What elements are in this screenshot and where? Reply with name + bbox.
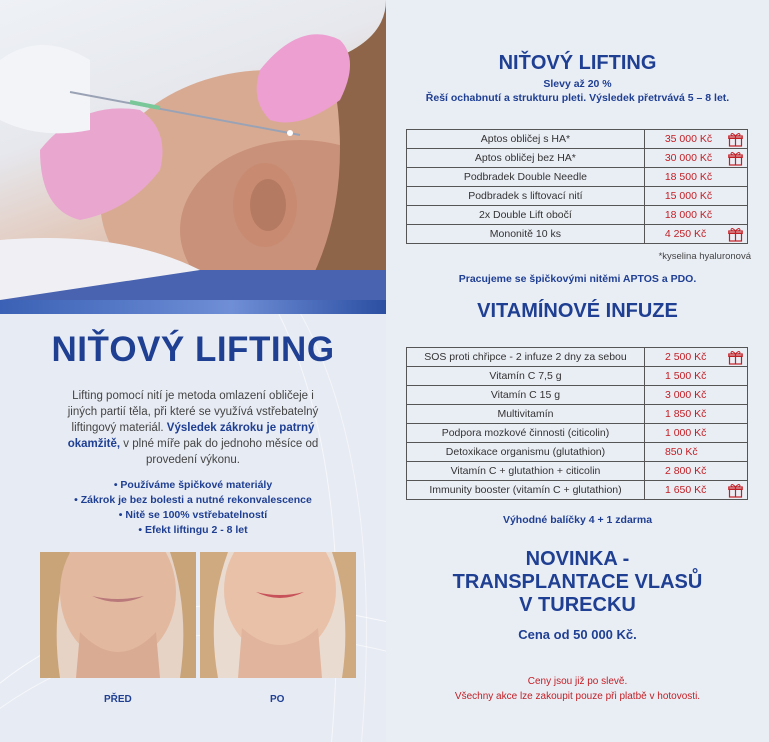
hyaluronic-note: *kyselina hyaluronová (658, 251, 751, 262)
service-price: 15 000 Kč (664, 190, 713, 202)
price-row (407, 443, 748, 462)
service-name: Podbradek Double Needle (407, 168, 645, 187)
service-price-cell (644, 462, 747, 481)
price-row (407, 481, 748, 500)
benefit-item: • Používáme špičkové materiály (113, 479, 273, 491)
blue-stripe (0, 300, 386, 314)
benefit-item: • Zákrok je bez bolesti a nutné rekonvalescence (74, 494, 312, 506)
service-price: 30 000 Kč (664, 152, 713, 164)
service-price: 18 500 Kč (664, 171, 713, 183)
service-price-cell (644, 348, 747, 367)
service-name: 2x Double Lift obočí (407, 206, 645, 225)
left-title: NIŤOVÝ LIFTING (51, 330, 335, 369)
description-text-1: Lifting pomocí nití je metoda omlazení obličeje i jiných partií těla, při které se využívá vstřebatelný liftingový materiál. (67, 390, 319, 434)
benefit-item: • Nitě se 100% vstřebatelností (118, 509, 268, 521)
infuze-price-table (406, 347, 748, 500)
service-name: Mononitě 10 ks (407, 225, 645, 244)
gift-icon (728, 350, 743, 368)
novinka-block (386, 548, 769, 617)
service-name: Vitamín C + glutathion + citicolin (407, 462, 645, 481)
before-photo (40, 552, 196, 678)
gift-icon (728, 132, 743, 150)
description-emphasis: Výsledek zákroku je patrný okamžitě, (67, 422, 315, 450)
service-name: Detoxikace organismu (glutathion) (407, 443, 645, 462)
price-row (407, 405, 748, 424)
lifting-title: NIŤOVÝ LIFTING (498, 52, 657, 74)
lifting-discount: Slevy až 20 % (543, 78, 612, 90)
service-price-cell (644, 481, 747, 500)
lifting-price-table (406, 129, 748, 244)
service-name: Podpora mozkové činnosti (citicolin) (407, 424, 645, 443)
lifting-footer: Pracujeme se špičkovými nitěmi APTOS a PDO. (458, 273, 697, 285)
right-panel (386, 0, 769, 742)
service-price: 1 000 Kč (664, 427, 707, 439)
benefit-list (40, 478, 346, 538)
novinka-price: Cena od 50 000 Kč. (518, 627, 637, 642)
service-name: Vitamín C 15 g (407, 386, 645, 405)
service-price: 3 000 Kč (664, 389, 707, 401)
treatment-illustration (0, 0, 386, 300)
infuze-title: VITAMÍNOVÉ INFUZE (477, 300, 678, 322)
price-row (407, 225, 748, 244)
hero-photo (0, 0, 386, 300)
novinka-line3: V TURECKU (519, 594, 636, 616)
price-row (407, 367, 748, 386)
footer-note-1: Ceny jsou již po slevě. (527, 676, 628, 687)
gift-icon (728, 227, 743, 245)
service-price: 35 000 Kč (664, 133, 713, 145)
service-name: Immunity booster (vitamín C + glutathion) (407, 481, 645, 500)
service-price-cell (644, 443, 747, 462)
price-row (407, 386, 748, 405)
left-description (62, 388, 324, 468)
service-price-cell (644, 225, 747, 244)
price-row (407, 348, 748, 367)
service-price-cell (644, 206, 747, 225)
novinka-line1: NOVINKA - (525, 548, 630, 570)
price-row (407, 424, 748, 443)
price-row (407, 462, 748, 481)
service-name: Vitamín C 7,5 g (407, 367, 645, 386)
after-label: PO (270, 694, 285, 705)
infuze-footer: Výhodné balíčky 4 + 1 zdarma (502, 514, 653, 526)
service-price: 2 500 Kč (664, 351, 707, 363)
service-price: 850 Kč (664, 446, 698, 458)
service-price: 1 500 Kč (664, 370, 707, 382)
service-price: 1 650 Kč (664, 484, 707, 496)
description-text-2: v plné míře pak do jednoho měsíce od provedení výkonu. (120, 438, 319, 466)
service-name: Aptos obličej bez HA* (407, 149, 645, 168)
service-name: Multivitamín (407, 405, 645, 424)
gift-icon (728, 483, 743, 501)
gift-icon (728, 151, 743, 169)
service-name: Aptos obličej s HA* (407, 130, 645, 149)
footer-note-2: Všechny akce lze zakoupit pouze při platbě v hotovosti. (454, 691, 701, 702)
price-row (407, 168, 748, 187)
service-price-cell (644, 386, 747, 405)
service-price-cell (644, 405, 747, 424)
price-row (407, 187, 748, 206)
service-price: 18 000 Kč (664, 209, 713, 221)
benefit-item: • Efekt liftingu 2 - 8 let (138, 524, 248, 536)
service-price: 1 850 Kč (664, 408, 707, 420)
lifting-subtitle: Řeší ochabnutí a strukturu pleti. Výsledek přetrvává 5 – 8 let. (425, 92, 730, 104)
service-price-cell (644, 187, 747, 206)
novinka-line2: TRANSPLANTACE VLASŮ (452, 571, 703, 593)
service-price: 2 800 Kč (664, 465, 707, 477)
after-photo (200, 552, 356, 678)
service-price-cell (644, 149, 747, 168)
service-price-cell (644, 130, 747, 149)
price-row (407, 130, 748, 149)
price-row (407, 149, 748, 168)
before-label: PŘED (104, 694, 132, 705)
price-row (407, 206, 748, 225)
service-name: Podbradek s liftovací nití (407, 187, 645, 206)
service-price-cell (644, 168, 747, 187)
service-price-cell (644, 424, 747, 443)
service-price-cell (644, 367, 747, 386)
service-name: SOS proti chřipce - 2 infuze 2 dny za sebou (407, 348, 645, 367)
service-price: 4 250 Kč (664, 228, 707, 240)
